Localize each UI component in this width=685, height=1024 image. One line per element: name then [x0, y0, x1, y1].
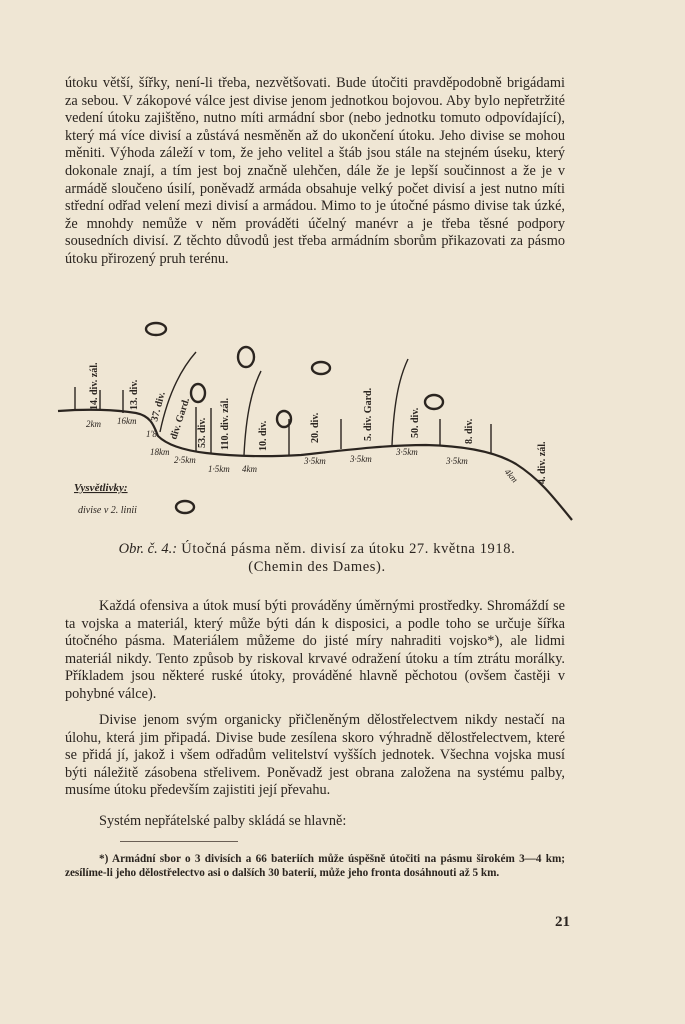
second-line-division-markers: [146, 323, 443, 513]
width-label: 4km: [502, 466, 520, 485]
paragraph-3: Divise jenom svým organicky přičleněným dělostřelectvem nikdy nestačí na úlohu, která jim připadá. Divise bude zesílena skoro výhradně dělostřelectvem, které se přidá jí, jakož i všem odřadům velitelství vyšších jednotek. Všechna vojska musí býti náležitě zásobena střelivem. Poněvadž jest obrana založena na systému palby, musíme útoku především zajistiti její převahu.: [65, 712, 565, 799]
division-label: 14. div. zál.: [89, 362, 100, 410]
division-label: div. Gard.: [168, 396, 193, 441]
footnote-divider: [120, 841, 238, 842]
paragraph-4: Systém nepřátelské palby skládá se hlavně:: [99, 813, 347, 829]
division-label: 5. div. Gard.: [363, 387, 374, 441]
width-label: 1·5km: [208, 464, 230, 474]
sector-width-labels: [86, 416, 520, 485]
width-label: 3·5km: [350, 454, 372, 464]
width-label: 18km: [150, 447, 170, 457]
division-label: 4. div. zál.: [537, 441, 548, 484]
front-sketch-map: [56, 314, 580, 526]
division-label: 50. div.: [410, 407, 421, 438]
caption-line-2: (Chemin des Dames).: [248, 559, 386, 575]
paragraph-2: Každá ofensiva a útok musí býti prováděny úměrnými prostředky. Shromáždí se ta vojska a materiál, který může býti dán k disposici, a podle toho se určuje šířka útočného pásma. Materiálem můžeme do jisté míry nahraditi vojsko*), ale lidmi materiál nikdy. Tento způsob by riskoval krvavé odražení útoku a tím ztrátu morálky. Příkladem jsou některé ruské útoky, prováděné hlavně pěchotou (ovšem častěji v pohybné válce).: [65, 598, 565, 702]
width-label: 16km: [117, 416, 137, 426]
page-number: 21: [555, 914, 570, 930]
legend-item-label: divise v 2. linii: [78, 505, 137, 516]
division-label: 10. div.: [258, 420, 269, 451]
division-label: 110. div. zál.: [220, 398, 231, 450]
figure-caption: [60, 540, 574, 576]
division-label: 20. div.: [310, 412, 321, 443]
map-legend: [74, 482, 137, 516]
footnote: *) Armádní sbor o 3 divisích a 66 bateriích může úspěšně útočiti na pásmu širokém 3—4 km; zesílíme-li jeho dělostřelectvo asi o dalších 30 baterií, může jeho fronta dosáhnouti až 5 km.: [65, 853, 565, 880]
width-label: 3·5km: [446, 456, 468, 466]
division-label: 13. div.: [129, 379, 140, 410]
caption-lead: Obr. č. 4.:: [118, 541, 178, 557]
width-label: 2km: [86, 419, 101, 429]
division-label: 8. div.: [464, 418, 475, 444]
width-label: 3·5km: [396, 447, 418, 457]
width-label: 1'8: [146, 429, 157, 439]
width-label: 4km: [242, 464, 257, 474]
legend-title: Vysvětlivky:: [74, 482, 128, 494]
width-label: 2·5km: [174, 455, 196, 465]
division-label: 37. div.: [149, 390, 168, 423]
paragraph-1: útoku větší, šířky, není-li třeba, nezvětšovati. Bude útočiti pravděpodobně brigádami za sebou. V zákopové válce jest divise jenom jednotkou bojovou. Aby bylo nepřetržité vedení útoku zajištěno, nutno míti armádní sbor (nebo jednotku tomuto odpovídající), který má více divisí a zůstává nesměněn až do ukončení útoku. Jeho divise se mohou měniti. Výhoda záleží v tom, že jeho velitel a štáb jsou stále na stejném úseku, který dokonale znají, a tím jest boj značně ulehčen, dále že je lepší součinnost a že je v armádě sloučeno úsilí, poněvadž armáda obsahuje velký počet divisí a jest nutno míti střední odřad velení mezi divisí a armádou. Mimo to je útočné pásmo divise tak úzké, že mnohdy nemůže v něm prováděti účelný manévr a je třeba těsné podpory sousedních divisí. Z těchto důvodů jest třeba armádním sborům přikazovati za pásmo útoku přirozený pruh terénu.: [65, 75, 565, 267]
width-label: 3·5km: [304, 456, 326, 466]
caption-line-1: Útočná pásma něm. divisí za útoku 27. května 1918.: [177, 541, 516, 557]
division-label: 53. div.: [197, 417, 208, 448]
